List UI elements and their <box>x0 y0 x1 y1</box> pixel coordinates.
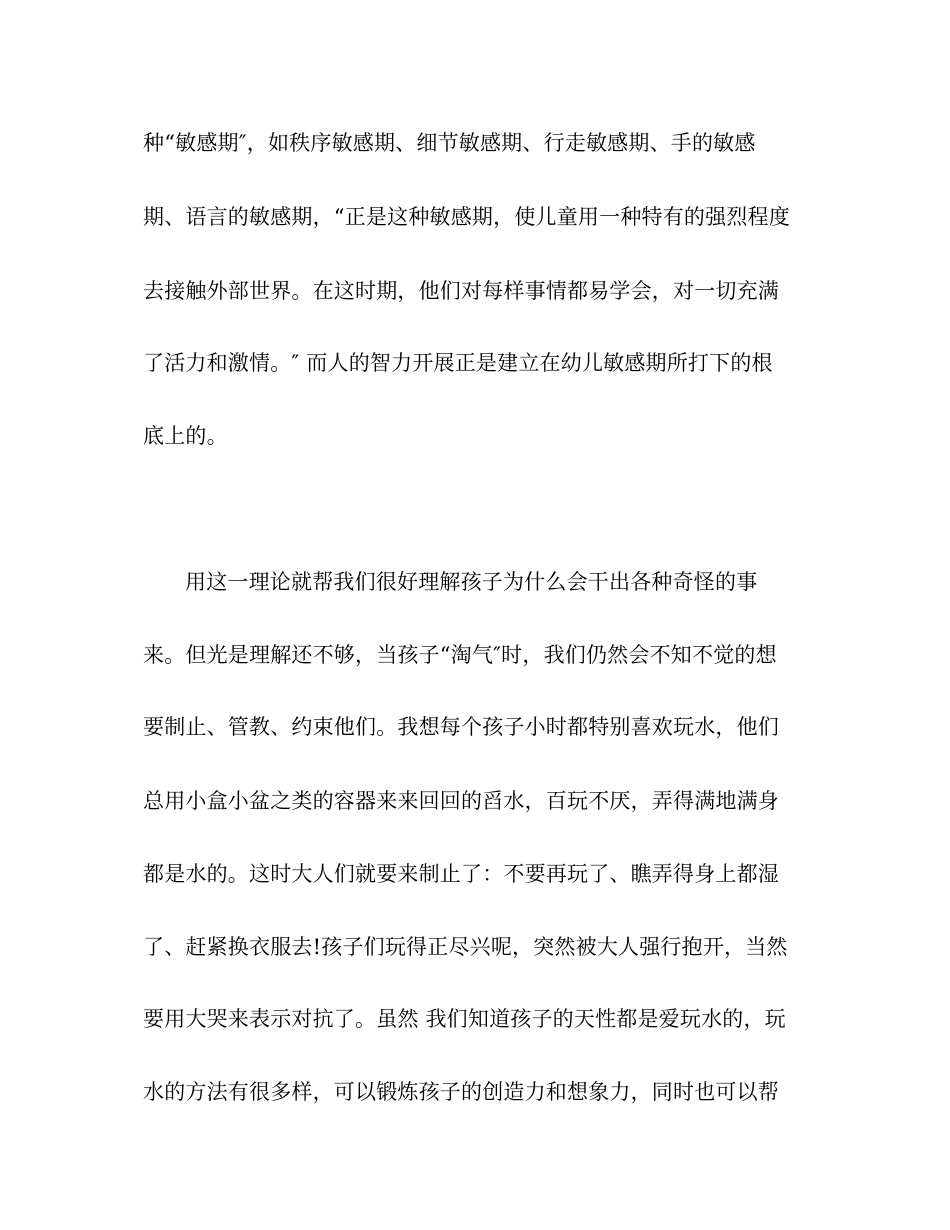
text-line: 要用大哭来表示对抗了。虽然 我们知道孩子的天性都是爱玩水的，玩 <box>143 1007 786 1031</box>
text-line: 水的方法有很多样，可以锻炼孩子的创造力和想象力，同时也可以帮 <box>143 1080 779 1104</box>
text-line: 期、语言的敏感期，“正是这种敏感期，使儿童用一种特有的强烈程度 <box>143 205 790 229</box>
text-line: 总用小盒小盆之类的容器来来回回的舀水，百玩不厌，弄得满地满身 <box>143 789 779 813</box>
text-line: 要制止、管教、约束他们。我想每个孩子小时都特别喜欢玩水，他们 <box>143 715 779 739</box>
text-line: 用这一理论就帮我们很好理解孩子为什么会干出各种奇怪的事 <box>185 570 758 594</box>
text-line: 了活力和激情。″ 而人的智力开展正是建立在幼儿敏感期所打下的根 <box>143 351 773 375</box>
text-line: 了、赶紧换衣服去!孩子们玩得正尽兴呢，突然被大人强行抱开，当然 <box>143 935 788 959</box>
text-line: 来。但光是理解还不够，当孩子“淘气″时，我们仍然会不知不觉的想 <box>143 643 777 667</box>
text-line: 都是水的。这时大人们就要来制止了：不要再玩了、瞧弄得身上都湿 <box>143 862 779 886</box>
text-line: 种“敏感期″，如秩序敏感期、细节敏感期、行走敏感期、手的敏感 <box>143 131 756 155</box>
text-line: 底上的。 <box>143 424 228 448</box>
text-line: 去接触外部世界。在这时期，他们对每样事情都易学会，对一切充满 <box>143 279 779 303</box>
